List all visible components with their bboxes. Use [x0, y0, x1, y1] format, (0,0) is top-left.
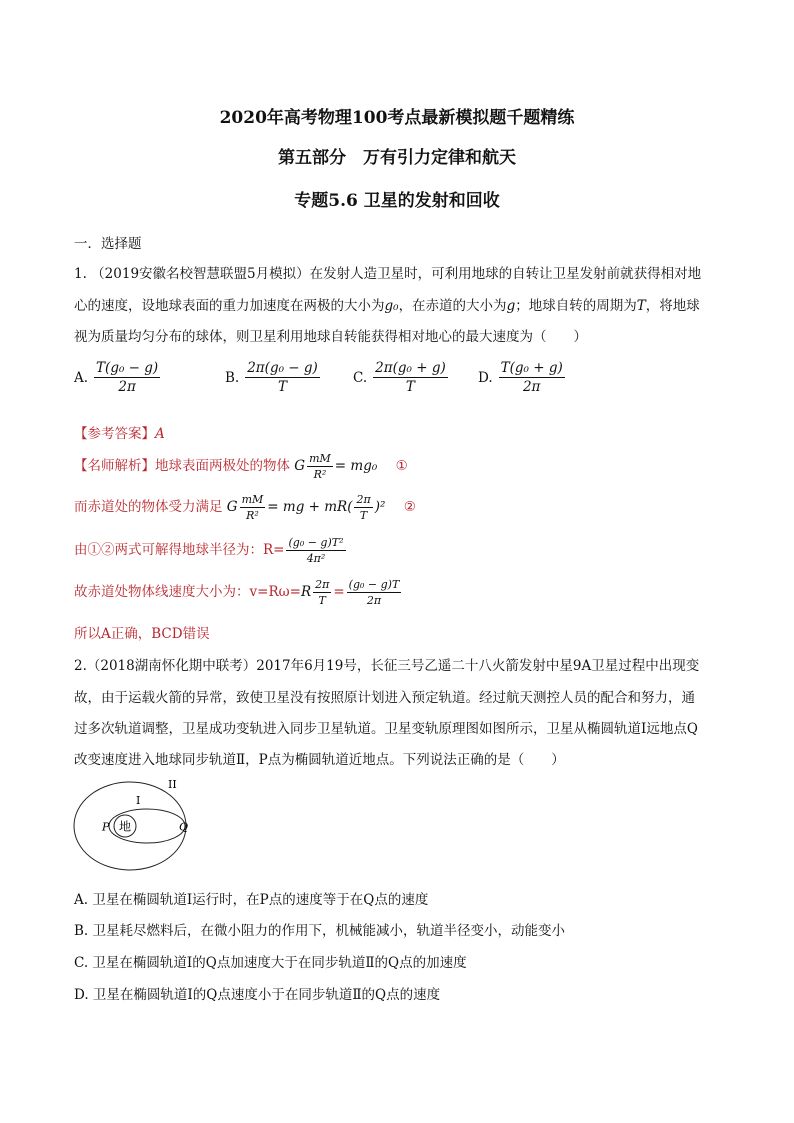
equation-1 — [294, 452, 378, 481]
eq-fraction — [313, 578, 331, 607]
q1-conclusion: 所以A正确，BCD错误 — [74, 626, 210, 642]
q2-option-d: D. 卫星在椭圆轨道Ⅰ的Q点速度小于在同步轨道Ⅱ的Q点的速度 — [74, 987, 441, 1003]
part-title: 第五部分 万有引力定律和航天 — [278, 148, 516, 168]
fraction-numerator: mM — [309, 452, 331, 465]
q2-option-c: C. 卫星在椭圆轨道Ⅰ的Q点加速度大于在同步轨道Ⅱ的Q点的加速度 — [74, 955, 467, 971]
earth-label: 地 — [118, 819, 132, 834]
q1-text-line2 — [74, 294, 700, 314]
fraction-numerator: T(g₀ + g) — [500, 360, 563, 376]
fraction-denominator: 2π — [366, 594, 382, 607]
eq-fraction — [240, 493, 266, 522]
q2-text-line4: 改变速度进入地球同步轨道Ⅱ，P点为椭圆轨道近地点。下列说法正确的是（ ） — [74, 752, 565, 768]
analysis-text: 地球表面两极处的物体 — [155, 458, 290, 474]
analysis-text: 故赤道处物体线速度大小为：v=Rω= — [74, 584, 301, 600]
option-letter: D. — [478, 369, 493, 386]
q1-text-line3: 视为质量均匀分布的球体，则卫星利用地球自转能获得相对地心的最大速度为（ ） — [74, 329, 587, 345]
orbit-diagram — [70, 773, 210, 879]
q1-text-part: 心的速度，设地球表面的重力加速度在两极的大小为 — [74, 298, 385, 314]
fraction-denominator: R² — [246, 509, 259, 522]
eq-fraction — [307, 452, 333, 481]
eq-tag: ② — [403, 499, 416, 515]
eq-rhs: = mg₀ — [334, 458, 378, 474]
option-letter: C. — [353, 369, 368, 386]
option-fraction — [499, 360, 565, 395]
q1-text-part: ，将地球 — [645, 298, 700, 314]
q2-option-a: A. 卫星在椭圆轨道Ⅰ运行时，在P点的速度等于在Q点的速度 — [74, 892, 429, 908]
fraction-denominator: 4π² — [306, 552, 326, 565]
analysis-text: 而赤道处的物体受力满足 — [74, 499, 223, 515]
equation-2 — [226, 493, 386, 522]
q2-text-line3: 过多次轨道调整，卫星成功变轨进入同步卫星轨道。卫星变轨原理图如图所示，卫星从椭圆轨道Ⅰ远地点Q — [74, 721, 698, 737]
q1-answer — [74, 422, 165, 442]
option-letter: A. — [74, 369, 89, 386]
point-q-label: Q — [179, 820, 189, 834]
fraction-numerator: 2π — [315, 578, 330, 591]
eq-equals: = — [333, 584, 345, 600]
fraction-numerator: (g₀ − g)T — [348, 578, 400, 591]
fraction-denominator: T — [405, 379, 415, 395]
q1-option-b — [225, 360, 322, 395]
q1-option-d — [478, 360, 567, 395]
topic-title: 专题5.6 卫星的发射和回收 — [294, 191, 500, 211]
fraction-numerator: mM — [241, 493, 264, 506]
equation-3 — [284, 536, 347, 565]
option-letter: B. — [225, 369, 240, 386]
q1-text-part: ；地球自转的周期为 — [515, 298, 637, 314]
eq-fraction — [354, 493, 372, 522]
q2-option-b: B. 卫星耗尽燃料后，在微小阻力的作用下，机械能减小，轨道半径变小，动能变小 — [74, 923, 566, 939]
fraction-denominator: 2π — [118, 379, 136, 395]
analysis-text: 由①②两式可解得地球半径为：R= — [74, 542, 285, 558]
answer-label: 【参考答案】 — [74, 426, 155, 442]
q1-text-line1: 1. （2019安徽名校智慧联盟5月模拟）在发射人造卫星时，可利用地球的自转让卫星发射前就获得相对地 — [74, 266, 702, 282]
q1-var-g0: g₀ — [384, 298, 399, 314]
eq-symbol: G — [226, 499, 238, 515]
q1-option-c — [353, 360, 450, 395]
fraction-numerator: 2π(g₀ − g) — [247, 360, 318, 376]
eq-symbol: G — [294, 458, 306, 474]
fraction-denominator: T — [278, 379, 288, 395]
fraction-denominator: 2π — [522, 379, 541, 395]
q1-text-part: ，在赤道的大小为 — [398, 298, 507, 314]
option-fraction — [245, 360, 320, 395]
q2-text-line1: 2.（2018湖南怀化期中联考）2017年6月19号，长征三号乙遥二十八火箭发射中星9A卫星过程中出现变 — [74, 658, 700, 674]
q1-var-T: T — [636, 298, 646, 314]
fraction-numerator: 2π — [356, 493, 371, 506]
equation-4 — [300, 578, 333, 607]
eq-fraction — [347, 578, 402, 607]
fraction-numerator: T(g₀ − g) — [96, 360, 159, 376]
option-fraction — [373, 360, 448, 395]
analysis-label: 【名师解析】 — [74, 458, 155, 474]
fraction-numerator: 2π(g₀ + g) — [375, 360, 446, 376]
q1-var-g: g — [506, 298, 516, 314]
eq-rhs: = mg + mR( — [267, 499, 353, 515]
section-heading: 一．选择题 — [74, 236, 142, 252]
eq-rhs: )² — [374, 499, 386, 515]
q1-analysis-line3 — [74, 536, 348, 565]
q1-analysis-line4 — [74, 578, 403, 607]
answer-value: A — [155, 426, 165, 442]
eq-fraction — [286, 536, 345, 565]
orbit-ii-label: II — [168, 778, 177, 791]
q2-text-line2: 故，由于运载火箭的异常，致使卫星没有按照原计划进入预定轨道。经过航天测控人员的配合和努力，通 — [74, 690, 695, 706]
fraction-denominator: T — [318, 594, 326, 607]
q1-analysis-line1 — [74, 452, 408, 481]
q1-option-a — [74, 360, 162, 395]
option-fraction — [94, 360, 160, 395]
eq-tag: ① — [395, 458, 408, 474]
point-p-label: P — [102, 820, 110, 834]
fraction-denominator: T — [359, 509, 368, 522]
q1-analysis-line2 — [74, 493, 416, 522]
fraction-numerator: (g₀ − g)T² — [288, 536, 344, 549]
fraction-denominator: R² — [313, 468, 327, 481]
document-title: 2020年高考物理100考点最新模拟题千题精练 — [219, 108, 575, 128]
eq-symbol: R — [300, 584, 312, 600]
orbit-i-label: I — [136, 794, 141, 807]
